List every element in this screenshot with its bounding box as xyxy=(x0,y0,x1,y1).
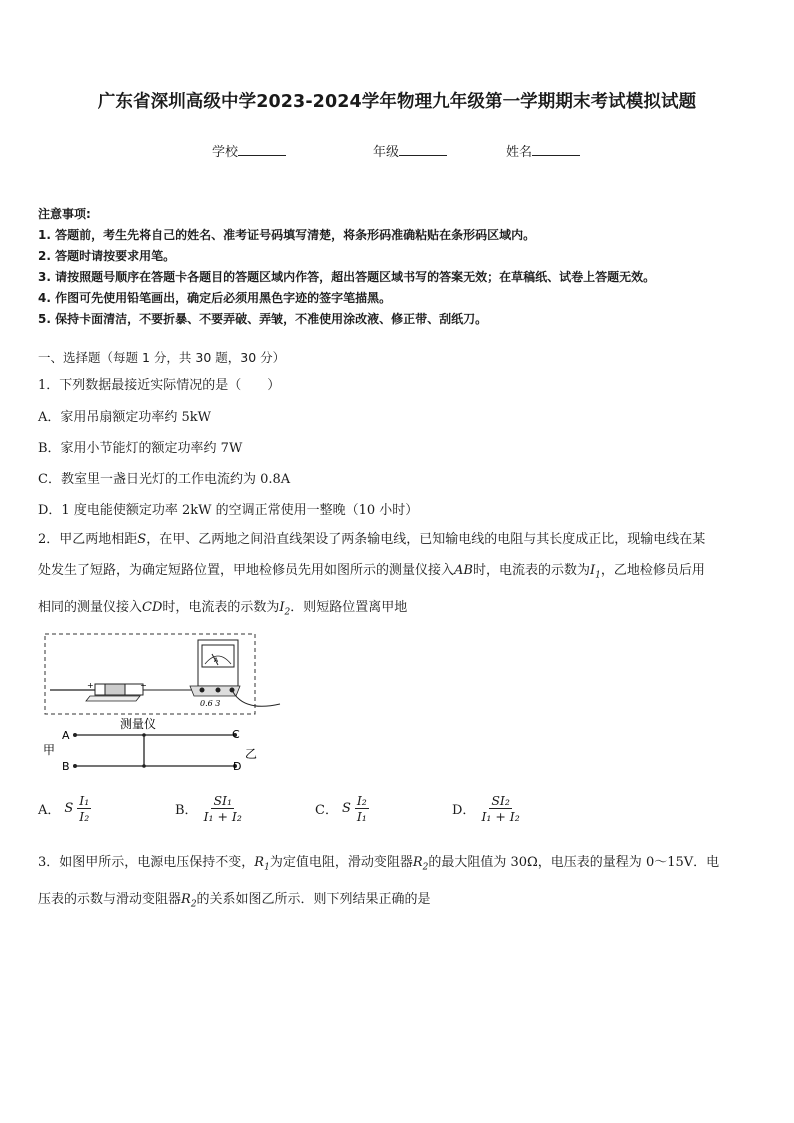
q3-stem: 3．如图甲所示，电源电压保持不变，$R_1$为定值电阻，滑动变阻器$R_2$的最大阻值为 30Ω，电压表的量程为 0～15V．电 压表的示数与滑动变阻器$R_2$的关系如图乙所示．则下列结果正确的是 xyxy=(38,855,720,910)
school-field[interactable] xyxy=(212,141,286,160)
note-item: 5. 保持卡面清洁，不要折暴、不要弄破、弄皱，不准使用涂改液、修正带、刮纸刀。 xyxy=(38,312,488,326)
q2-option-d: D． $\frac{\text{SI₂}}{\text{I₁ + I₂}}$ xyxy=(452,793,520,824)
q2-option-b: B． $\frac{\text{SI₁}}{\text{I₁ + I₂}}$ xyxy=(175,793,242,824)
point-c: C xyxy=(232,728,240,741)
point-a: A xyxy=(62,729,70,742)
place-jia: 甲 xyxy=(43,743,56,757)
point-d: D xyxy=(233,760,242,773)
q1-option-d: D．1 度电能使额定功率 2kW 的空调正常使用一整晚（10 小时） xyxy=(38,503,419,518)
grade-field[interactable] xyxy=(373,141,447,160)
q1-stem: 1．下列数据最接近实际情况的是（ ） xyxy=(38,378,281,393)
svg-text:+: + xyxy=(87,681,94,690)
q2-stem: 2．甲乙两地相距S，在甲、乙两地之间沿直线架设了两条输电线，已知输电线的电阻与其长度成正比，现输电线在某 处发生了短路，为确定短路位置，甲地检修员先用如图所示的测量仪接入AB时，电流表的示数为$I_1$，乙地检修员后用 相同的测量仪接入CD时，电流表的示数为$I_2$．则短路位置离甲地 xyxy=(38,532,706,618)
var-i2: $I_2$ xyxy=(279,599,291,618)
place-yi: 乙 xyxy=(245,747,258,761)
output-wire xyxy=(233,692,280,706)
measurement-diagram xyxy=(40,632,300,782)
grade-label: 年级 xyxy=(373,145,400,160)
svg-text:A: A xyxy=(214,657,219,664)
notes-heading: 注意事项: xyxy=(38,207,91,221)
instrument-label: 测量仪 xyxy=(120,717,157,731)
q2-option-c: C． S $\frac{\text{I₂}}{\text{I₁}}$ xyxy=(315,793,367,824)
var-ab: AB xyxy=(454,563,473,578)
page-title: 广东省深圳高级中学2023-2024学年物理九年级第一学期期末考试模拟试题 xyxy=(97,92,697,112)
q1-option-c: C．教室里一盏日光灯的工作电流约为 0.8A xyxy=(38,472,291,487)
school-label: 学校 xyxy=(212,145,239,160)
name-label: 姓名 xyxy=(506,145,533,160)
point-b: B xyxy=(62,760,70,773)
var-cd: CD xyxy=(142,599,163,615)
svg-text:−: − xyxy=(140,681,147,690)
grade-blank[interactable] xyxy=(399,142,447,156)
section-heading: 一、选择题（每题 1 分，共 30 题，30 分） xyxy=(38,350,286,365)
q1-option-a: A．家用吊扇额定功率约 5kW xyxy=(38,410,212,425)
q1-option-b: B．家用小节能灯的额定功率约 7W xyxy=(38,441,243,456)
var-i1: $I_1$ xyxy=(589,563,601,581)
name-blank[interactable] xyxy=(532,142,580,156)
note-item: 1. 答题前，考生先将自己的姓名、准考证号码填写清楚，将条形码准确粘贴在条形码区域内。 xyxy=(38,228,536,242)
name-field[interactable] xyxy=(506,141,580,160)
school-blank[interactable] xyxy=(238,142,286,156)
meter-scale-label: 0.6 3 xyxy=(200,699,221,708)
note-item: 2. 答题时请按要求用笔。 xyxy=(38,249,176,263)
note-item: 3. 请按照题号顺序在答题卡各题目的答题区域内作答，超出答题区域书写的答案无效；在草稿纸、试卷上答题无效。 xyxy=(38,270,656,284)
var-s: S xyxy=(137,532,147,547)
note-item: 4. 作图可先使用铅笔画出，确定后必须用黑色字迹的签字笔描黑。 xyxy=(38,291,392,305)
q2-option-a: A． S $\frac{\text{I₁}}{\text{I₂}}$ xyxy=(38,793,90,824)
